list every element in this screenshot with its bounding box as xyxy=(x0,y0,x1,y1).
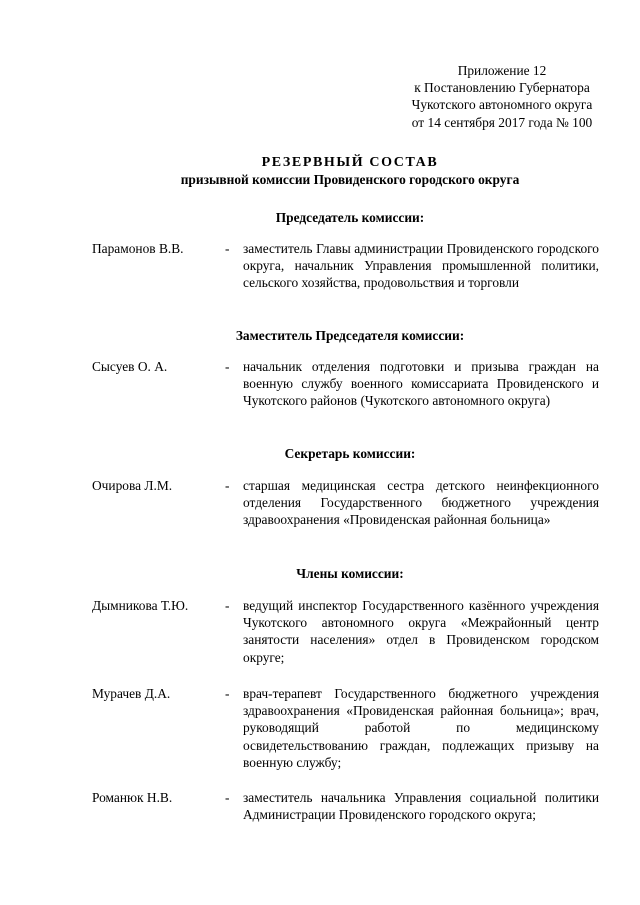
separator-dash: - xyxy=(225,686,230,701)
person-position: врач-терапевт Государственного бюджетного учреждения здравоохранения «Провиденская районная больница»; врач, руководящий работой по медицинскому освидетельствованию граждан, подлежащих призыву на военную службу; xyxy=(243,686,599,770)
person-position: начальник отделения подготовки и призыва граждан на военную службу военного комиссариата Провиденского и Чукотского районов (Чукотского автономного округа) xyxy=(243,359,599,409)
document-title xyxy=(60,154,640,188)
person-name: Парамонов В.В. xyxy=(92,241,184,256)
heading-deputy: Заместитель Председателя комиссии: xyxy=(235,328,465,343)
separator-dash: - xyxy=(225,598,230,613)
appendix-line: от 14 сентября 2017 года № 100 xyxy=(411,114,593,130)
heading-members: Члены комиссии: xyxy=(296,566,404,581)
person-name: Дымникова Т.Ю. xyxy=(92,598,189,613)
appendix-line: к Постановлению Губернатора xyxy=(414,80,590,96)
separator-dash: - xyxy=(225,478,230,493)
appendix-line: Чукотского автономного округа xyxy=(411,97,593,113)
person-position: заместитель начальника Управления социальной политики Администрации Провиденского городского округа; xyxy=(243,790,599,823)
separator-dash: - xyxy=(225,359,230,374)
person-position: старшая медицинская сестра детского неинфекционного отделения Государственного бюджетного учреждения здравоохранения «Провиденская районная больница» xyxy=(243,478,599,528)
person-position: ведущий инспектор Государственного казённого учреждения Чукотского автономного округа «Межрайонный центр занятости населения» отдел в Провиденском городском округе; xyxy=(243,598,599,665)
person-name: Очирова Л.М. xyxy=(92,478,173,493)
person-position: заместитель Главы администрации Провиденского городского округа, начальник Управления промышленной политики, сельского хозяйства, продовольствия и торговли xyxy=(243,241,599,291)
separator-dash: - xyxy=(225,241,230,256)
heading-chair: Председатель комиссии: xyxy=(275,210,425,225)
appendix-note xyxy=(392,62,612,131)
title-subtitle: призывной комиссии Провиденского городского округа xyxy=(180,172,520,188)
appendix-line: Приложение 12 xyxy=(457,63,547,78)
person-name: Романюк Н.В. xyxy=(92,790,173,805)
title-main: РЕЗЕРВНЫЙ СОСТАВ xyxy=(261,155,439,170)
person-name: Мурачев Д.А. xyxy=(92,686,171,701)
separator-dash: - xyxy=(225,790,230,805)
heading-secretary: Секретарь комиссии: xyxy=(284,446,416,461)
person-name: Сысуев О. А. xyxy=(92,359,168,374)
